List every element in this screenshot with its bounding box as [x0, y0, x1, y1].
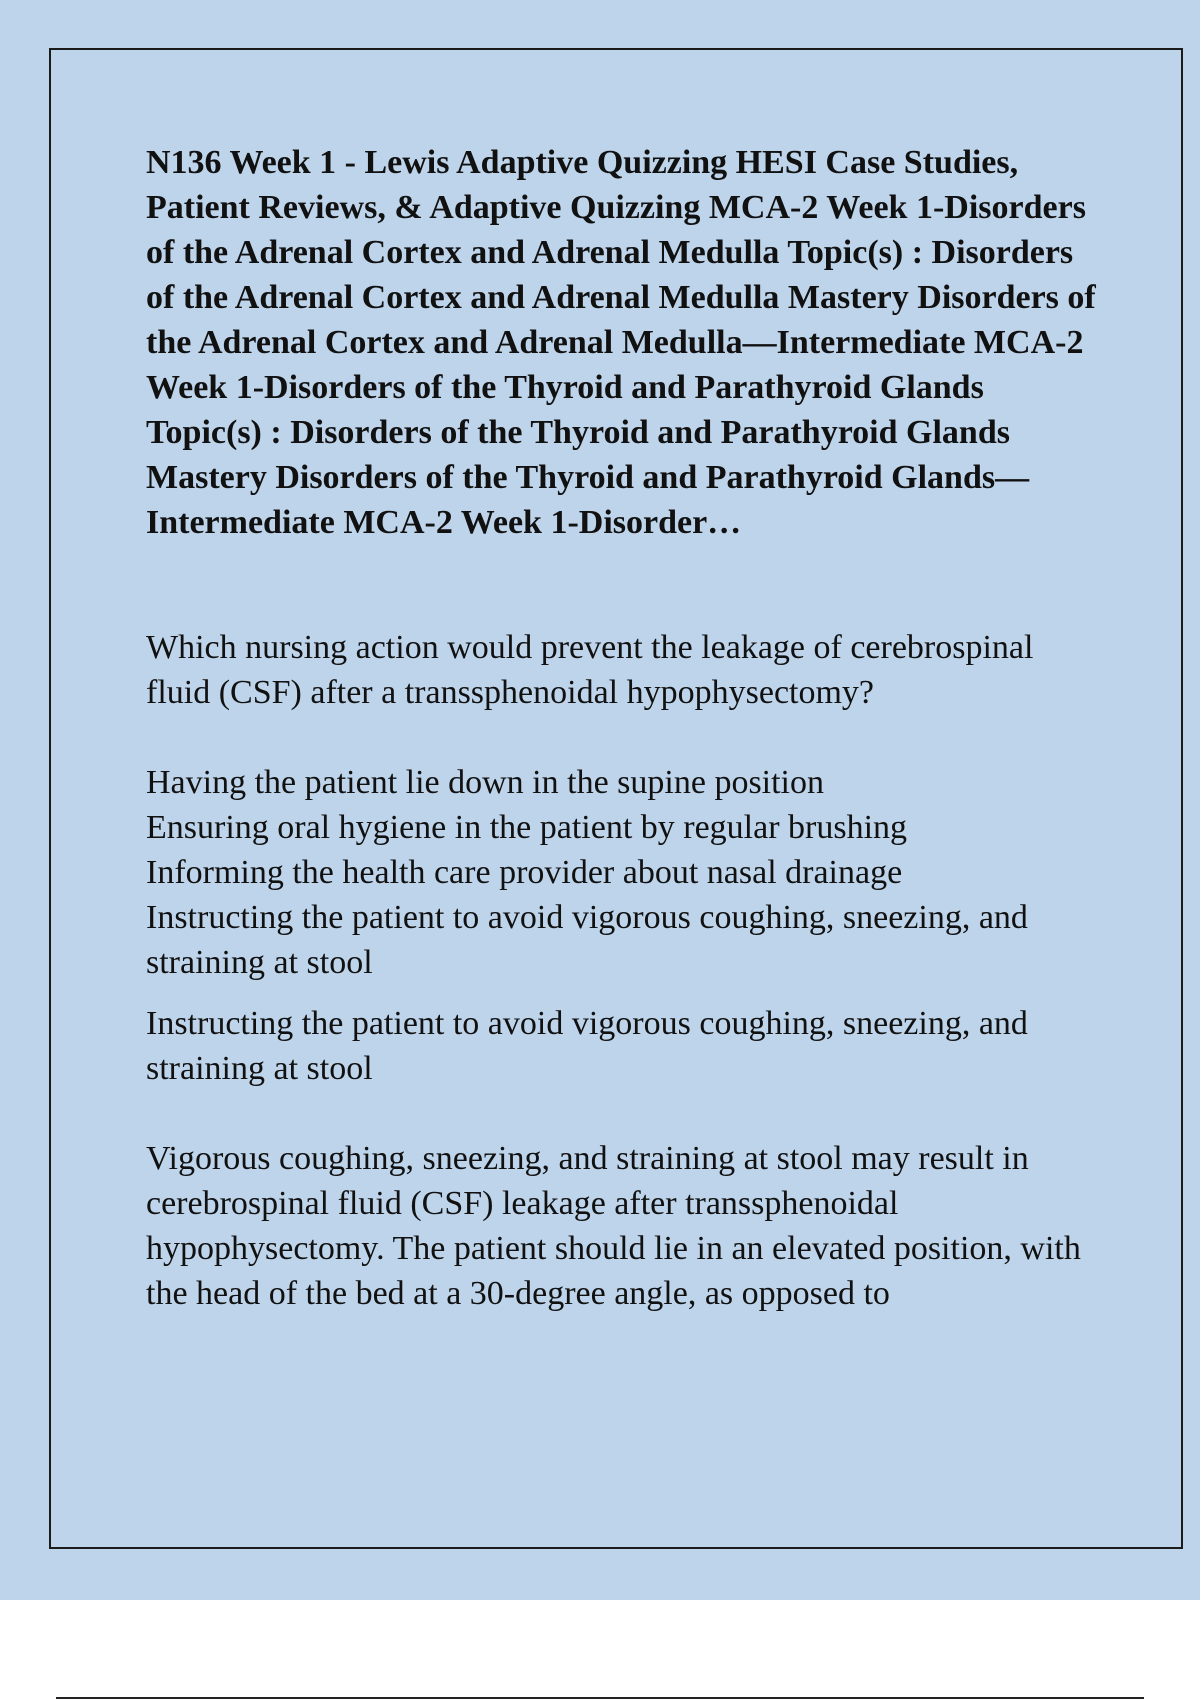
answer-options — [146, 760, 1106, 985]
option-item: Ensuring oral hygiene in the patient by regular brushing — [146, 809, 908, 846]
option-item: Informing the health care provider about nasal drainage — [146, 854, 903, 891]
rationale-text: Vigorous coughing, sneezing, and straining at stool may result in cerebrospinal fluid (CSF) leakage after transsphenoidal hypophysectomy. The patient should lie in an elevated position, with the head of the bed at a 30-degree angle, as opposed to — [146, 1140, 1081, 1312]
option-item: Having the patient lie down in the supine position — [146, 764, 825, 801]
document-title: N136 Week 1 - Lewis Adaptive Quizzing HESI Case Studies, Patient Reviews, & Adaptive Quizzing MCA-2 Week 1-Disorders of the Adrenal Cortex and Adrenal Medulla Topic(s) : Disorders of the Adrenal Cortex and Adrenal Medulla Mastery Disorders of the Adrenal Cortex and Adrenal Medulla—Intermediate MCA-2 Week 1-Disorders of the Thyroid and Parathyroid Glands Topic(s) : Disorders of the Thyroid and Parathyroid Glands Mastery Disorders of the Thyroid and Parathyroid Glands—Intermediate MCA-2 Week 1-Disorder… — [146, 144, 1096, 541]
footer-divider — [56, 1697, 1144, 1699]
document-content — [146, 140, 1106, 1316]
option-item: Instructing the patient to avoid vigorous coughing, sneezing, and straining at stool — [146, 899, 1028, 981]
question-text: Which nursing action would prevent the leakage of cerebrospinal fluid (CSF) after a transsphenoidal hypophysectomy? — [146, 629, 1034, 711]
correct-answer: Instructing the patient to avoid vigorous coughing, sneezing, and straining at stool — [146, 1005, 1028, 1087]
